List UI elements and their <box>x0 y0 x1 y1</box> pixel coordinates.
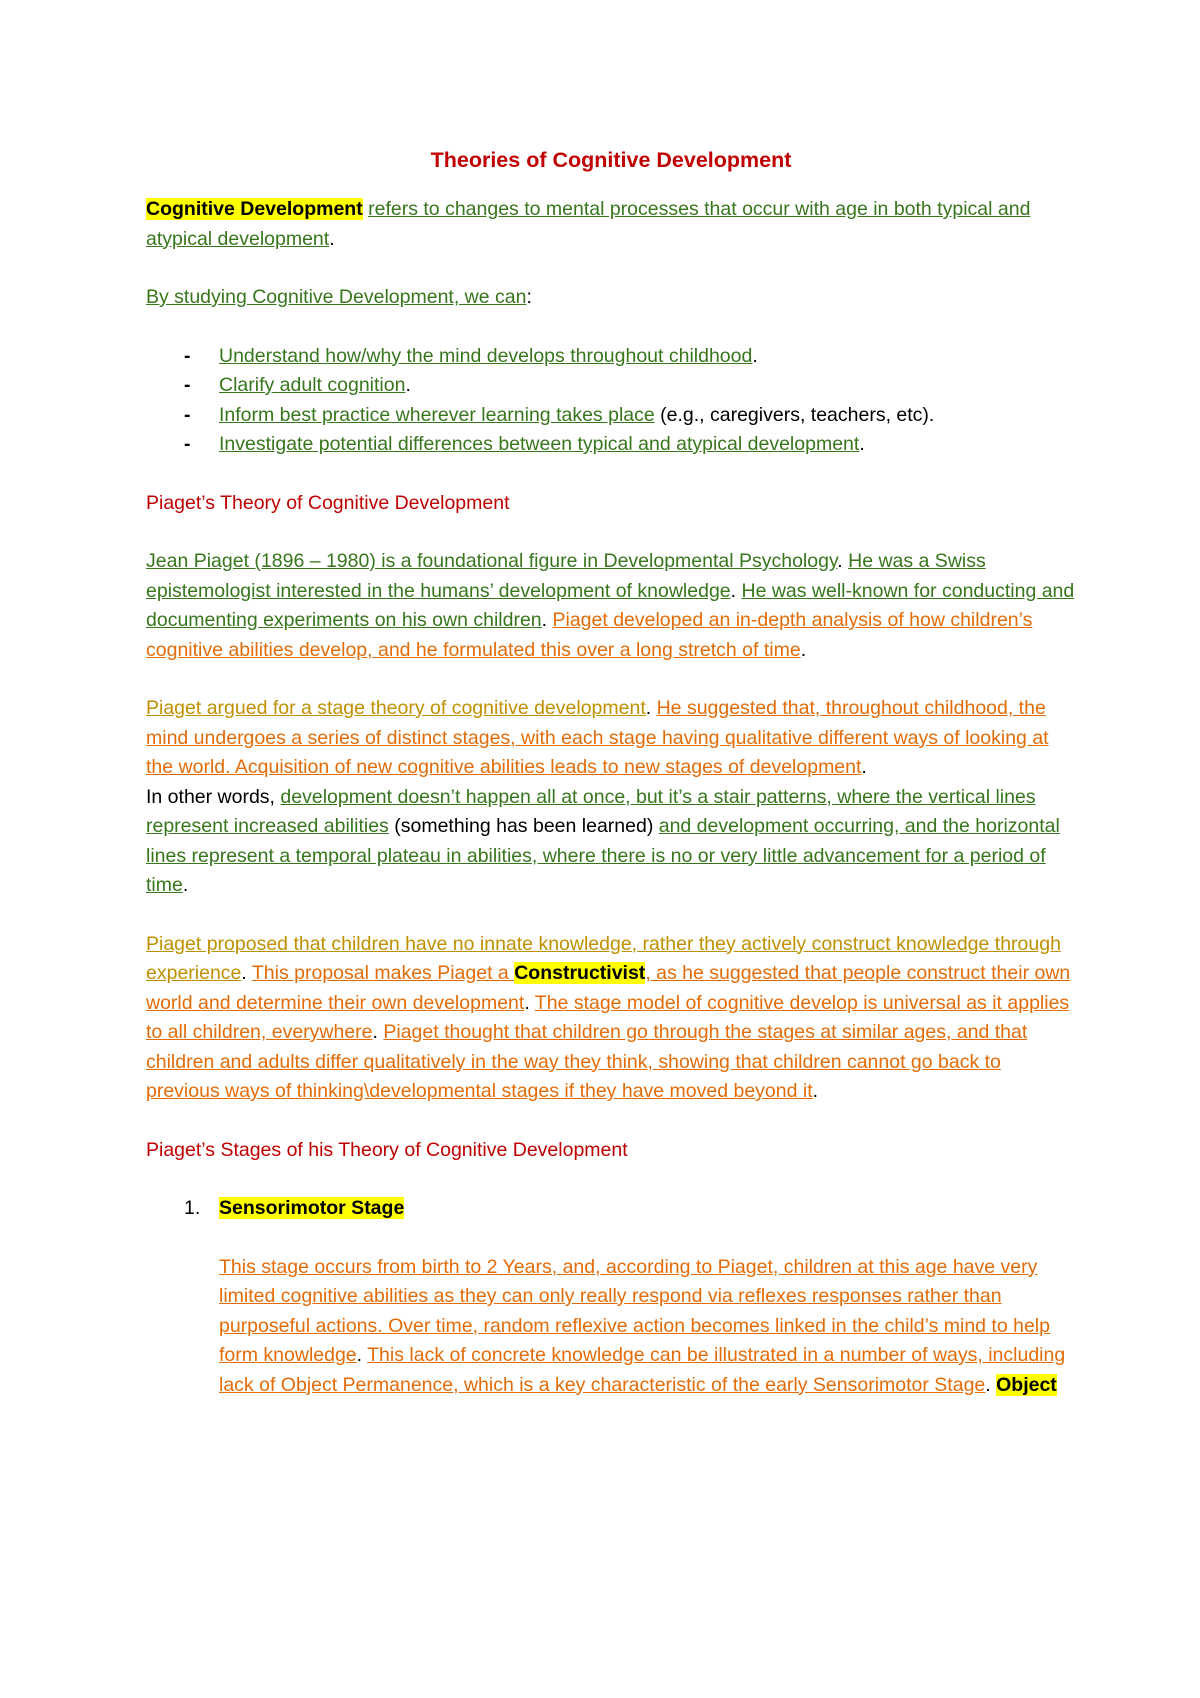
bio-sentence-1: Jean Piaget (1896 – 1980) is a foundational figure in Developmental Psychology <box>146 550 838 572</box>
list-item-text: Inform best practice wherever learning takes place <box>219 403 655 426</box>
punct: . <box>861 756 867 778</box>
stage-sentence-2: He suggested that, throughout childhood, the mind undergoes a series of distinct stages, with each stage having qualitative different ways of looking at the world. Acquisition of new cognitive abilities leads to new stages of development <box>146 697 1049 778</box>
punct: . <box>372 1021 384 1043</box>
stage-name: Sensorimotor Stage <box>219 1197 405 1219</box>
intro-period: . <box>329 227 335 250</box>
list-item-text: Clarify adult cognition <box>219 374 406 396</box>
stage-1-heading <box>146 1194 1076 1224</box>
list-item-tail: (e.g., caregivers, teachers, etc). <box>654 403 935 426</box>
studying-lead-text: By studying Cognitive Development, we can <box>146 286 527 308</box>
list-item <box>146 430 1076 460</box>
piaget-bio-paragraph <box>146 547 1076 665</box>
dash-bullet: - <box>184 433 191 455</box>
studying-colon: : <box>526 286 532 308</box>
term-object: Object <box>996 1373 1057 1396</box>
punct: . <box>730 579 742 602</box>
term-constructivist: Constructivist <box>514 962 646 984</box>
dash-bullet: - <box>184 403 191 426</box>
construct-sentence-5: Piaget thought that children go through the stages at similar ages, and that children and adults differ qualitatively in the way they think, showing that children cannot go back to previous ways of thinking\developmental stages if they have moved beyond it <box>146 1021 1028 1102</box>
document-page <box>146 145 1076 1400</box>
list-item-tail: . <box>859 433 865 455</box>
list-item <box>146 371 1076 401</box>
construct-sentence-4: The stage model of cognitive develop is universal as it applies to all children, everywhere <box>146 991 1070 1043</box>
studying-lead <box>146 283 1076 313</box>
construct-sentence-2: This proposal makes Piaget a <box>251 962 515 984</box>
punct: . <box>356 1344 368 1366</box>
punct: . <box>645 697 657 719</box>
section-heading-theory: Piaget’s Theory of Cognitive Development <box>146 491 510 514</box>
punct: . <box>241 962 252 984</box>
stage-sentence-4: and development occurring, and the horizontal lines represent a temporal plateau in abilities, where there is no or very little advancement for a period of time <box>146 815 1060 896</box>
stage1-sentence-2: This lack of concrete knowledge can be illustrated in a number of ways, including lack of Object Permanence, which is a key characteristic of the early Sensorimotor Stage <box>219 1344 1066 1396</box>
section-heading-stages: Piaget’s Stages of his Theory of Cognitive Development <box>146 1138 628 1161</box>
list-item-text: Investigate potential differences between typical and atypical development <box>219 433 860 455</box>
punct: . <box>837 550 849 572</box>
list-item <box>146 342 1076 372</box>
benefits-list <box>146 342 1076 460</box>
dash-bullet: - <box>184 374 191 396</box>
punct: . <box>541 609 553 631</box>
construct-sentence-1: Piaget proposed that children have no innate knowledge, rather they actively construct knowledge through experience <box>146 932 1061 984</box>
intro-paragraph <box>146 195 1076 254</box>
list-item <box>146 401 1076 431</box>
punct: . <box>985 1373 997 1396</box>
in-other-words: In other words, <box>146 785 281 808</box>
stage1-sentence-1: This stage occurs from birth to 2 Years, and, according to Piaget, children at this age have very limited cognitive abilities as they can only really respond via reflexes responses rather than purposeful actions. Over time, random reflexive action becomes linked in the child’s mind to help form knowledge <box>219 1255 1050 1366</box>
punct: . <box>524 991 535 1014</box>
punct: . <box>812 1080 819 1102</box>
construct-sentence-3: , as he suggested that people construct their own world and determine their own development <box>146 962 1071 1014</box>
bio-sentence-2: He was a Swiss epistemologist interested in the humans’ development of knowledge <box>146 550 986 602</box>
list-item-tail: . <box>405 374 411 396</box>
punct: . <box>182 874 189 896</box>
parenthetical: (something has been learned) <box>388 815 659 837</box>
constructivist-paragraph <box>146 930 1076 1107</box>
list-item-tail: . <box>752 344 758 367</box>
list-item-text: Understand how/why the mind develops throughout childhood <box>219 344 753 367</box>
stage-sentence-3: development doesn’t happen all at once, but it’s a stair patterns, where the vertical lines represent increased abilities <box>146 785 1036 837</box>
punct: . <box>800 638 807 661</box>
term-cognitive-development: Cognitive Development <box>146 198 363 220</box>
dash-bullet: - <box>184 344 191 367</box>
document-title: Theories of Cognitive Development <box>430 148 792 172</box>
stage-1-paragraph <box>146 1253 1076 1401</box>
stage-theory-paragraph <box>146 694 1076 901</box>
intro-definition: refers to changes to mental processes that occur with age in both typical and atypical development <box>146 198 1031 250</box>
bio-sentence-4: Piaget developed an in-depth analysis of how children’s cognitive abilities develop, and he formulated this over a long stretch of time <box>146 609 1033 661</box>
stage-sentence-1: Piaget argued for a stage theory of cognitive development <box>146 697 646 719</box>
bio-sentence-3: He was well-known for conducting and documenting experiments on his own children <box>146 579 1075 631</box>
stage-number: 1. <box>184 1197 201 1219</box>
